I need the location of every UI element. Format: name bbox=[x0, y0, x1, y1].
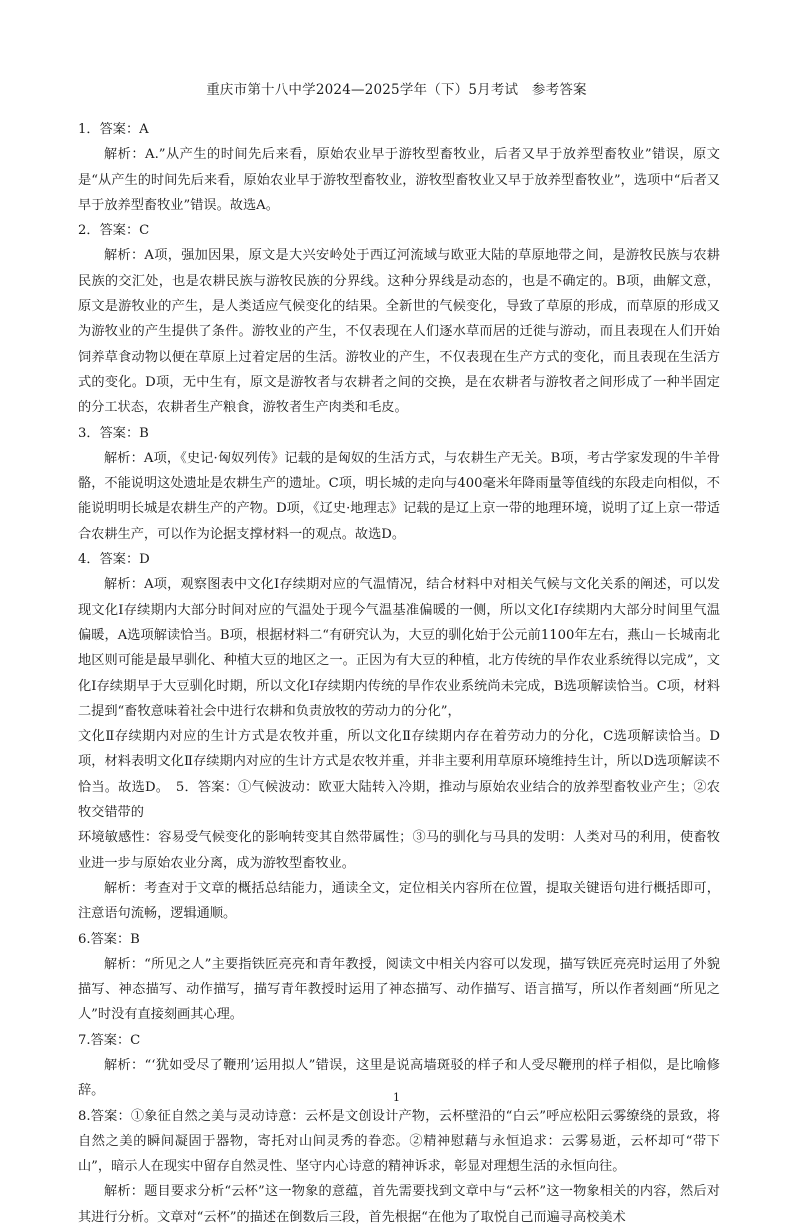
analysis-8: 解析：题目要求分析“云杯”这一物象的意蕴，首先需要找到文章中与“云杯”这一物象相关的内容，然后对其进行分析。文章对“云杯”的描述在倒数后三段，首先根据“在他为了取悦自己而遍寻高校美术 bbox=[78, 1184, 720, 1225]
answer-heading-4: 4．答案：D bbox=[78, 552, 150, 568]
analysis-4: 解析：A项，观察图表中文化Ⅰ存续期对应的气温情况，结合材料中对相关气候与文化关系的阐述，可以发现文化Ⅰ存续期内大部分时间对应的气温处于现今气温基准偏暖的一侧，所以文化Ⅰ存续期内大部分时间里气温偏暖，A选项解读恰当。B项，根据材料二“有研究认为，大豆的驯化始于公元前1100年左右，燕山－长城南北地区则可能是最早驯化、种植大豆的地区之一。正因为有大豆的种植，北方传统的旱作农业系统得以完成”，文化Ⅰ存续期早于大豆驯化时期，所以文化Ⅰ存续期内传统的旱作农业系统尚未完成，B选项解读恰当。C项，材料二提到“畜牧意味着社会中进行农耕和负责放牧的劳动力的分化”， bbox=[78, 577, 720, 719]
answer-heading-2: 2．答案：C bbox=[78, 223, 150, 239]
answer-heading-7: 7.答案：C bbox=[78, 1032, 141, 1048]
answer-content bbox=[78, 117, 720, 1230]
analysis-3: 解析：A项，《史记·匈奴列传》记载的是匈奴的生活方式，与农耕生产无关。B项，考古学家发现的牛羊骨骼，不能说明这处遗址是农耕生产的遗址。C项，明长城的走向与400毫米年降雨量等值线的东段走向相似，不能说明明长城是农耕生产的产物。D项，《辽史·地理志》记载的是辽上京一带的地理环境，说明了辽上京一带适合农耕生产，可以作为论据支撑材料一的观点。故选D。 bbox=[78, 450, 720, 542]
answer-5-continued: 环境敏感性：容易受气候变化的影响转变其自然带属性；③马的驯化与马具的发明：人类对马的利用，使畜牧业进一步与原始农业分离，成为游牧型畜牧业。 bbox=[78, 830, 720, 871]
analysis-2: 解析：A项，强加因果，原文是大兴安岭处于西辽河流域与欧亚大陆的草原地带之间，是游牧民族与农耕民族的交汇处，也是农耕民族与游牧民族的分界线。这种分界线是动态的，也是不确定的。B项，曲解文意，原文是游牧业的产生，是人类适应气候变化的结果。全新世的气候变化，导致了草原的形成，而草原的形成又为游牧业的产生提供了条件。游牧业的产生，不仅表现在人们逐水草而居的迁徙与游动，而且表现在人们开始饲养草食动物以便在草原上过着定居的生活。游牧业的产生，不仅表现在生产方式的变化，而且表现在生活方式的变化。D项，无中生有，原文是游牧者与农耕者之间的交换，是在农耕者与游牧者之间形成了一种半固定的分工状态，农耕者生产粮食，游牧者生产肉类和毛皮。 bbox=[78, 248, 720, 416]
page-number: 1 bbox=[393, 1091, 400, 1104]
analysis-5: 解析：考查对于文章的概括总结能力，通读全文，定位相关内容所在位置，提取关键语句进行概括即可，注意语句流畅，逻辑通顺。 bbox=[78, 880, 720, 922]
answer-heading-1: 1．答案：A bbox=[78, 122, 149, 137]
answer-heading-3: 3．答案：B bbox=[78, 425, 149, 441]
analysis-4-continued: 文化Ⅱ存续期内对应的生计方式是农牧并重，所以文化Ⅱ存续期内存在着劳动力的分化，C选项解读恰当。D项，材料表明文化Ⅱ存续期内对应的生计方式是农牧并重，并非主要利用草原环境维持生计，所以D选项解读不恰当。故选D。 5．答案：①气候波动：欧亚大陆转入冷期，推动与原始农业结合的放养型畜牧业产生；②农牧交错带的 bbox=[78, 729, 720, 821]
analysis-7: 解析：“‘犹如受尽了鞭刑’运用拟人”错误，这里是说高墙斑驳的样子和人受尽鞭刑的样子相似，是比喻修辞。 bbox=[78, 1057, 720, 1099]
document-title: 重庆市第十八中学2024—2025学年（下）5月考试 参考答案 bbox=[206, 82, 587, 98]
answer-heading-6: 6.答案：B bbox=[78, 931, 140, 947]
analysis-6: 解析：“所见之人”主要指铁匠亮亮和青年教授，阅读文中相关内容可以发现，描写铁匠亮亮时运用了外貌描写、神态描写、动作描写，描写青年教授时运用了神态描写、动作描写、语言描写，所以作者刻画“所见之人”时没有直接刻画其心理。 bbox=[78, 956, 720, 1023]
analysis-1: 解析：A.”从产生的时间先后来看，原始农业早于游牧型畜牧业，后者又早于放养型畜牧业”错误，原文是“从产生的时间先后来看，原始农业早于游牧型畜牧业，游牧型畜牧业又早于放养型畜牧业”，选项中“后者又早于放养型畜牧业”错误。故选A。 bbox=[78, 147, 720, 213]
answer-heading-8: 8.答案：①象征自然之美与灵动诗意：云杯是文创设计产物，云杯壁沿的“白云”呼应松阳云雾缭绕的景致，将自然之美的瞬间凝固于器物，寄托对山间灵秀的眷恋。②精神慰藉与永恒追求：云雾易逝，云杯却可“带下山”，暗示人在现实中留存自然灵性、坚守内心诗意的精神诉求，彰显对理想生活的永恒向往。 bbox=[78, 1108, 720, 1175]
